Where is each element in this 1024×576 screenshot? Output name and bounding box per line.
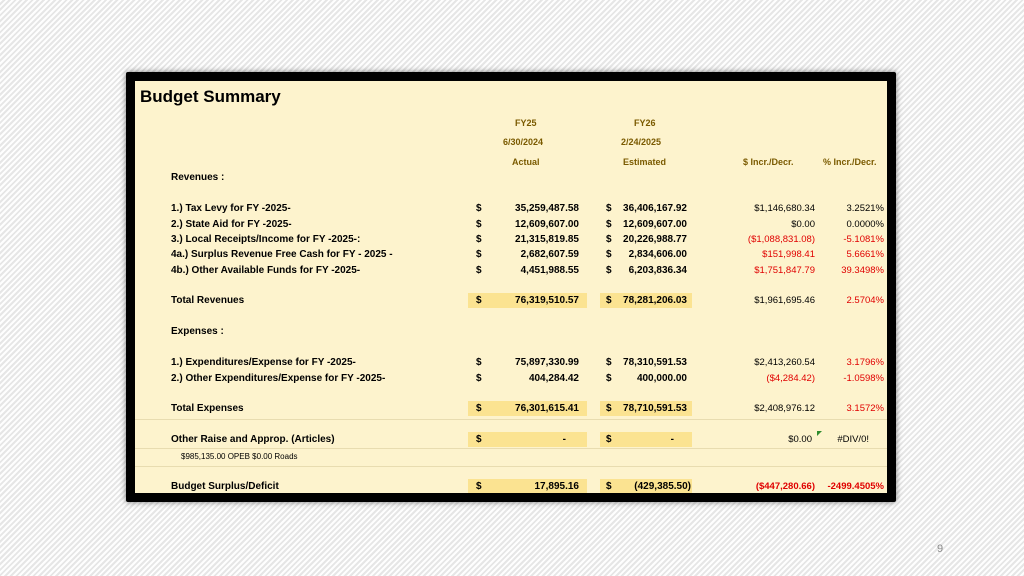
row-label: 1.) Expenditures/Expense for FY -2025-: [171, 357, 356, 368]
fy26-value: 2,834,606.00: [628, 249, 687, 260]
currency-sign: $: [606, 265, 612, 276]
currency-sign: $: [606, 249, 612, 260]
fy25-value: 21,315,819.85: [515, 234, 579, 245]
revenues-section-label: Revenues :: [171, 172, 225, 183]
fy26-value: (429,385.50): [634, 481, 691, 492]
row-label: Other Raise and Approp. (Articles): [171, 434, 335, 445]
pct-value: 39.3498%: [841, 265, 884, 276]
fy25-value: 17,895.16: [534, 481, 579, 492]
row-label: 2.) Other Expenditures/Expense for FY -2025-: [171, 373, 386, 384]
header-fy26-kind: Estimated: [623, 157, 667, 167]
currency-sign: $: [476, 357, 482, 368]
row-label: Total Revenues: [171, 295, 245, 306]
sheet-title: Budget Summary: [140, 87, 281, 106]
header-fy25-kind: Actual: [512, 157, 540, 167]
row-label: Total Expenses: [171, 403, 244, 414]
currency-sign: $: [606, 403, 612, 414]
fy26-value: -: [670, 434, 674, 445]
fy25-value: 75,897,330.99: [515, 357, 579, 368]
fy25-value: 404,284.42: [528, 373, 579, 384]
opeb-note: $985,135.00 OPEB $0.00 Roads: [181, 452, 298, 461]
pct-value: -2499.4505%: [827, 481, 884, 492]
currency-sign: $: [476, 434, 482, 445]
pct-value: 3.2521%: [846, 203, 884, 214]
header-fy25-date: 6/30/2024: [503, 137, 544, 147]
pct-value: #DIV/0!: [837, 434, 869, 445]
header-pct: % Incr./Decr.: [823, 157, 877, 167]
row-label: 1.) Tax Levy for FY -2025-: [171, 203, 291, 214]
pct-value: 2.5704%: [846, 295, 884, 306]
row-label: 2.) State Aid for FY -2025-: [171, 219, 292, 230]
currency-sign: $: [476, 295, 482, 306]
header-fy26-year: FY26: [634, 118, 656, 128]
currency-sign: $: [476, 203, 482, 214]
pct-value: 3.1572%: [846, 403, 884, 414]
incr-value: $151,998.41: [762, 249, 815, 260]
incr-value: $0.00: [791, 219, 815, 230]
header-fy26-date: 2/24/2025: [621, 137, 662, 147]
header-incr: $ Incr./Decr.: [743, 157, 794, 167]
fy25-value: 12,609,607.00: [515, 219, 579, 230]
spreadsheet-frame: [126, 72, 896, 502]
pct-value: 0.0000%: [846, 219, 884, 230]
budget-sheet: [135, 81, 887, 493]
incr-value: ($1,088,831.08): [747, 234, 815, 245]
expenses-section-label: Expenses :: [171, 326, 224, 337]
currency-sign: $: [606, 295, 612, 306]
row-label: 4b.) Other Available Funds for FY -2025-: [171, 265, 361, 276]
currency-sign: $: [606, 373, 612, 384]
comment-marker-icon: [817, 431, 822, 436]
currency-sign: $: [606, 219, 612, 230]
highlight-cell: [600, 432, 692, 447]
grid-line: [135, 448, 887, 449]
header-fy25-year: FY25: [515, 118, 537, 128]
pct-value: -1.0598%: [843, 373, 884, 384]
currency-sign: $: [606, 481, 612, 492]
currency-sign: $: [476, 481, 482, 492]
incr-value: $0.00: [788, 434, 812, 445]
incr-value: $1,146,680.34: [754, 203, 815, 214]
pct-value: 5.6661%: [846, 249, 884, 260]
currency-sign: $: [476, 234, 482, 245]
incr-value: $2,413,260.54: [754, 357, 815, 368]
pct-value: -5.1081%: [843, 234, 884, 245]
currency-sign: $: [606, 203, 612, 214]
fy26-value: 78,310,591.53: [623, 357, 687, 368]
row-label: 4a.) Surplus Revenue Free Cash for FY - 2025 -: [171, 249, 393, 260]
fy25-value: 76,301,615.41: [515, 403, 579, 414]
pct-value: 3.1796%: [846, 357, 884, 368]
fy26-value: 36,406,167.92: [623, 203, 687, 214]
fy25-value: -: [562, 434, 566, 445]
row-label: Budget Surplus/Deficit: [171, 481, 279, 492]
incr-value: $1,751,847.79: [754, 265, 815, 276]
fy25-value: 4,451,988.55: [520, 265, 579, 276]
fy26-value: 20,226,988.77: [623, 234, 687, 245]
incr-value: ($447,280.66): [755, 481, 815, 492]
incr-value: $1,961,695.46: [754, 295, 815, 306]
highlight-cell: [468, 432, 587, 447]
grid-line: [135, 466, 887, 467]
fy26-value: 78,281,206.03: [623, 295, 687, 306]
currency-sign: $: [606, 234, 612, 245]
currency-sign: $: [476, 403, 482, 414]
currency-sign: $: [476, 219, 482, 230]
fy26-value: 6,203,836.34: [628, 265, 687, 276]
fy26-value: 78,710,591.53: [623, 403, 687, 414]
currency-sign: $: [606, 434, 612, 445]
fy25-value: 35,259,487.58: [515, 203, 579, 214]
currency-sign: $: [476, 265, 482, 276]
row-label: 3.) Local Receipts/Income for FY -2025-:: [171, 234, 361, 245]
fy26-value: 12,609,607.00: [623, 219, 687, 230]
incr-value: $2,408,976.12: [754, 403, 815, 414]
fy25-value: 76,319,510.57: [515, 295, 579, 306]
page-number: 9: [937, 543, 944, 555]
currency-sign: $: [476, 249, 482, 260]
currency-sign: $: [476, 373, 482, 384]
currency-sign: $: [606, 357, 612, 368]
fy25-value: 2,682,607.59: [520, 249, 579, 260]
fy26-value: 400,000.00: [636, 373, 687, 384]
grid-line: [135, 419, 887, 420]
incr-value: ($4,284.42): [766, 373, 815, 384]
